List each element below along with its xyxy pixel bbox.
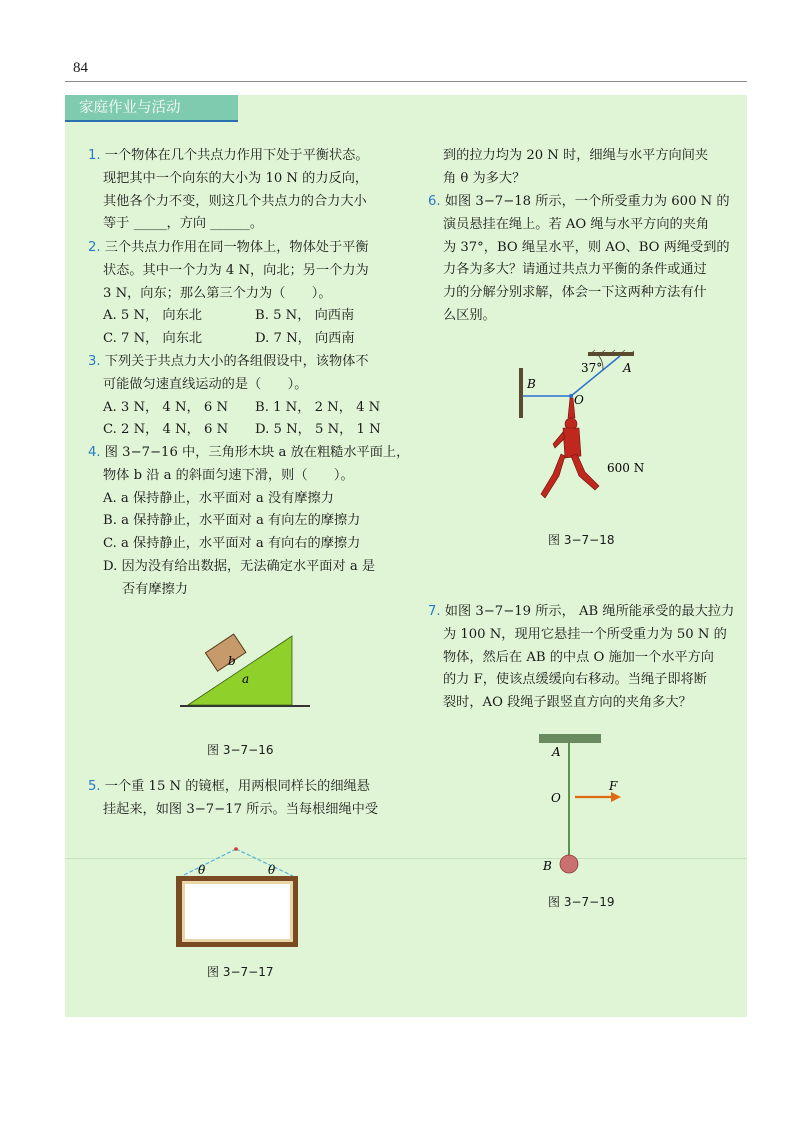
- question-text: 三个共点力作用在同一物体上，物体处于平衡: [104, 240, 369, 255]
- option: A. a 保持静止，水平面对 a 没有摩擦力: [103, 490, 334, 506]
- question-text: 3 N，向东；那么第三个力为（ ）。: [103, 285, 332, 301]
- label-b: B: [527, 377, 536, 391]
- weight-label: 600 N: [607, 461, 645, 475]
- label-o: O: [551, 791, 561, 805]
- label-a: A: [623, 361, 632, 375]
- question-3: [88, 351, 407, 442]
- question-number: 3.: [88, 354, 101, 369]
- option: B. 5 N， 向西南: [255, 308, 355, 324]
- question-1: [88, 145, 369, 236]
- question-number: 1.: [88, 148, 101, 163]
- question-2: [88, 237, 407, 351]
- question-number: 5.: [88, 779, 101, 794]
- question-number: 4.: [88, 445, 101, 460]
- question-7: [428, 601, 734, 715]
- string-right: [236, 849, 293, 876]
- section-title: 家庭作业与活动: [65, 95, 238, 122]
- arrowhead: [611, 792, 621, 802]
- option: C. a 保持静止，水平面对 a 有向右的摩擦力: [103, 536, 361, 552]
- question-text: 挂起来，如图 3−7−17 所示。当每根细绳中受: [103, 801, 379, 817]
- figure-caption: 图 3−7−16: [207, 743, 274, 757]
- option: A. 3 N， 4 N， 6 N: [103, 399, 229, 415]
- question-5: [88, 776, 378, 822]
- question-number: 2.: [88, 240, 101, 255]
- string-left: [182, 849, 236, 876]
- hook-point: [234, 847, 238, 851]
- figure-3-7-19: [535, 730, 635, 882]
- question-text: 物体，然后在 AB 的中点 O 施加一个水平方向: [443, 649, 714, 665]
- label-o: O: [574, 393, 584, 407]
- question-text: 下列关于共点力大小的各组假设中，该物体不: [104, 354, 369, 369]
- question-text: 等于 _____，方向 ______。: [103, 216, 264, 232]
- question-text: 为 37°，BO 绳呈水平，则 AO、BO 两绳受到的: [443, 239, 730, 255]
- figure-3-7-18: [515, 348, 645, 518]
- question-6: [428, 191, 730, 328]
- question-text: 力各为多大？请通过共点力平衡的条件或通过: [443, 262, 707, 278]
- question-text: 么区别。: [443, 307, 496, 323]
- label-theta-right: θ: [268, 863, 276, 877]
- option: D. 5 N， 5 N， 1 N: [255, 422, 381, 438]
- mirror-glass: [185, 884, 290, 939]
- option: D. 因为没有给出数据，无法确定水平面对 a 是: [103, 558, 376, 574]
- wall-support: [519, 368, 523, 418]
- question-5-continued: [428, 145, 708, 191]
- figure-3-7-17: [170, 843, 305, 951]
- question-text: 状态。其中一个力为 4 N，向北；另一个力为: [103, 262, 369, 278]
- performer-figure: [541, 398, 599, 498]
- hanging-ball: [560, 855, 578, 873]
- ceiling-support: [588, 352, 634, 356]
- figure-caption: 图 3−7−19: [548, 895, 615, 909]
- figure-caption: 图 3−7−17: [207, 965, 274, 979]
- knot-o: [569, 394, 573, 398]
- option: D. 7 N， 向西南: [255, 331, 355, 347]
- question-text: 为 100 N，现用它悬挂一个所受重力为 50 N 的: [443, 626, 727, 642]
- question-text: 如图 3−7−18 所示，一个所受重力为 600 N 的: [444, 194, 730, 209]
- question-text: 可能做匀速直线运动的是（ ）。: [103, 376, 308, 392]
- panel-divider: [65, 858, 747, 859]
- angle-label: 37°: [581, 361, 603, 375]
- question-text: 现把其中一个向东的大小为 10 N 的力反向，: [103, 170, 369, 186]
- question-number: 7.: [428, 604, 441, 619]
- question-text: 如图 3−7−19 所示， AB 绳所能承受的最大拉力: [444, 604, 735, 619]
- option: 否有摩擦力: [122, 581, 188, 597]
- label-f: F: [609, 779, 618, 793]
- header-rule: [65, 81, 747, 82]
- label-b: B: [543, 859, 552, 873]
- question-text: 一个物体在几个共点力作用下处于平衡状态。: [104, 148, 369, 163]
- option: C. 7 N， 向东北: [103, 331, 203, 347]
- question-text: 裂时，AO 段绳子跟竖直方向的夹角多大？: [443, 695, 692, 711]
- option: B. a 保持静止，水平面对 a 有向左的摩擦力: [103, 513, 361, 529]
- option: A. 5 N， 向东北: [103, 308, 202, 324]
- figure-caption: 图 3−7−18: [548, 533, 615, 547]
- label-b: b: [228, 654, 236, 668]
- figure-3-7-16: [180, 633, 310, 715]
- label-a: a: [242, 672, 250, 686]
- question-text: 图 3−7−16 中，三角形木块 a 放在粗糙水平面上，: [104, 445, 410, 460]
- question-text: 力的分解分别求解，体会一下这两种方法有什: [443, 285, 707, 301]
- label-theta-left: θ: [198, 863, 206, 877]
- block-b: [205, 634, 245, 671]
- ceiling-support: [539, 734, 601, 743]
- question-text: 的力 F，使该点缓缓向右移动。当绳子即将断: [443, 672, 707, 688]
- question-text: 演员悬挂在绳上。若 AO 绳与水平方向的夹角: [443, 216, 710, 232]
- option: C. 2 N， 4 N， 6 N: [103, 422, 229, 438]
- label-a: A: [552, 745, 561, 759]
- question-4: [88, 442, 409, 602]
- question-text: 到的拉力均为 20 N 时，细绳与水平方向间夹: [443, 148, 709, 163]
- question-text: 角 θ 为多大？: [443, 170, 526, 186]
- page-number: 84: [73, 60, 88, 76]
- question-text: 其他各个力不变，则这几个共点力的合力大小: [103, 193, 367, 209]
- question-text: 一个重 15 N 的镜框，用两根同样长的细绳悬: [104, 779, 370, 794]
- question-number: 6.: [428, 194, 441, 209]
- question-text: 物体 b 沿 a 的斜面匀速下滑，则（ ）。: [103, 467, 354, 483]
- option: B. 1 N， 2 N， 4 N: [255, 399, 381, 415]
